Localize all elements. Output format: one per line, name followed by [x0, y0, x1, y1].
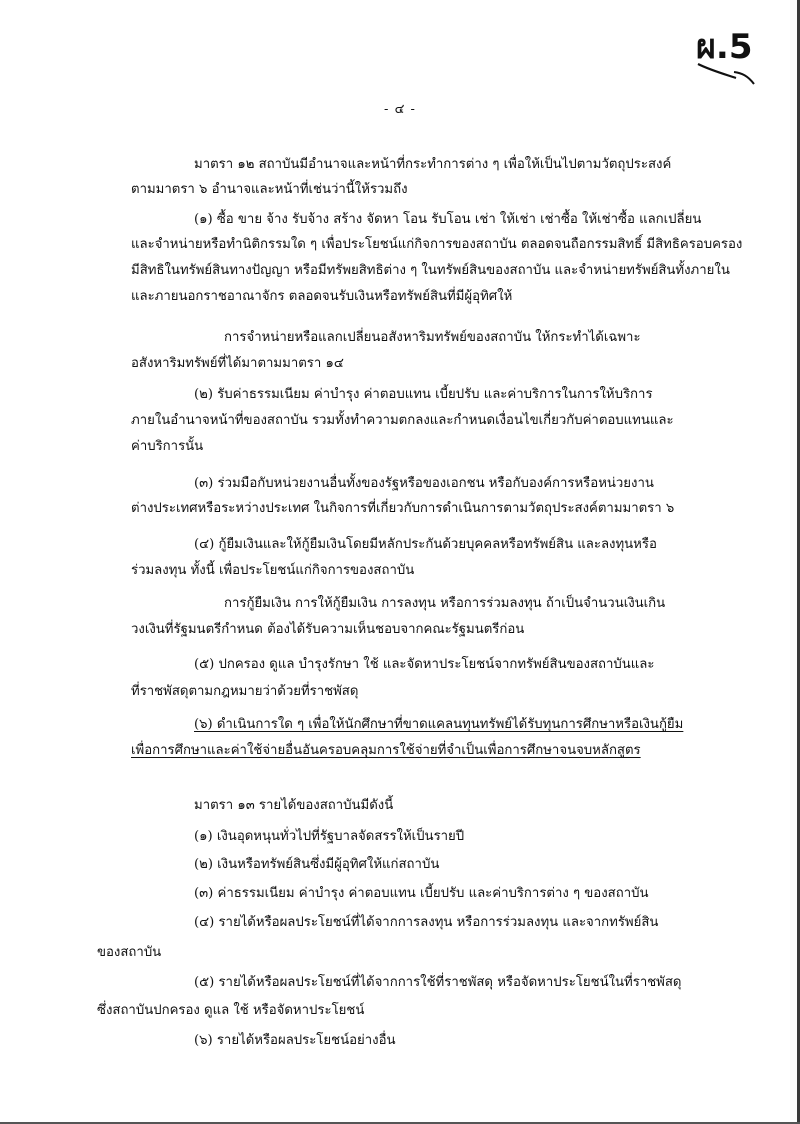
section-12-item-1: (๑) ซื้อ ขาย จ้าง รับจ้าง สร้าง จัดหา โอน รับโอน เช่า ให้เช่า เช่าซื้อ ให้เช่าซื้อ แลกเปลี่ยน [194, 212, 702, 227]
section-12-text: ตามมาตรา ๖ อำนาจและหน้าที่เช่นว่านี้ให้รวมถึง [131, 182, 408, 197]
section-12-item-3-text: ต่างประเทศหรือระหว่างประเทศ ในกิจการที่เกี่ยวกับการดำเนินการตามวัตถุประสงค์ตามมาตรา ๖ [131, 501, 675, 516]
section-12-item-2-text: ภายในอำนาจหน้าที่ของสถาบัน รวมทั้งทำความตกลงและกำหนดเงื่อนไขเกี่ยวกับค่าตอบแทนและ [131, 413, 674, 428]
section-13-item-4-text: ของสถาบัน [97, 945, 162, 960]
section-13-item-3: (๓) ค่าธรรมเนียม ค่าบำรุง ค่าตอบแทน เบี้ยปรับ และค่าบริการต่าง ๆ ของสถาบัน [194, 886, 649, 901]
section-12-item-4: (๔) กู้ยืมเงินและให้กู้ยืมเงินโดยมีหลักประกันด้วยบุคคลหรือทรัพย์สิน และลงทุนหรือ [194, 537, 657, 552]
section-12-item-1-text: มีสิทธิในทรัพย์สินทางปัญญา หรือมีทรัพยสิทธิต่าง ๆ ในทรัพย์สินของสถาบัน และจำหน่ายทรัพย์สินทั้งภายใน [131, 263, 730, 278]
section-12-item-2-text: ค่าบริการนั้น [131, 439, 204, 454]
section-12-item-4-paragraph: การกู้ยืมเงิน การให้กู้ยืมเงิน การลงทุน หรือการร่วมลงทุน ถ้าเป็นจำนวนเงินเกิน [224, 596, 666, 611]
section-13-item-5-text: ซึ่งสถาบันปกครอง ดูแล ใช้ หรือจัดหาประโยชน์ [97, 1003, 365, 1018]
svg-text:ผ.5: ผ.5 [696, 27, 753, 67]
section-13-item-1: (๑) เงินอุดหนุนทั่วไปที่รัฐบาลจัดสรรให้เป็นรายปี [194, 829, 465, 844]
section-12-item-1-paragraph: การจำหน่ายหรือแลกเปลี่ยนอสังหาริมทรัพย์ของสถาบัน ให้กระทำได้เฉพาะ [224, 330, 641, 345]
section-12-item-1-text: และจำหน่ายหรือทำนิติกรรมใด ๆ เพื่อประโยชน์แก่กิจการของสถาบัน ตลอดจนถือกรรมสิทธิ์ มีสิทธิครอบครอง [131, 237, 743, 252]
section-13-heading: มาตรา ๑๓ รายได้ของสถาบันมีดังนี้ [194, 798, 394, 813]
section-12-item-4-paragraph-text: วงเงินที่รัฐมนตรีกำหนด ต้องได้รับความเห็นชอบจากคณะรัฐมนตรีก่อน [131, 622, 525, 637]
section-12-item-2: (๒) รับค่าธรรมเนียม ค่าบำรุง ค่าตอบแทน เบี้ยปรับ และค่าบริการในการให้บริการ [194, 387, 653, 402]
section-12-item-1-text: และภายนอกราชอาณาจักร ตลอดจนรับเงินหรือทรัพย์สินที่มีผู้อุทิศให้ [131, 289, 513, 304]
section-12-item-5: (๕) ปกครอง ดูแล บำรุงรักษา ใช้ และจัดหาประโยชน์จากทรัพย์สินของสถาบันและ [194, 657, 655, 672]
section-13-item-5: (๕) รายได้หรือผลประโยชน์ที่ได้จากการใช้ที่ราชพัสดุ หรือจัดหาประโยชน์ในที่ราชพัสดุ [194, 975, 682, 990]
section-13-item-2: (๒) เงินหรือทรัพย์สินซึ่งมีผู้อุทิศให้แก่สถาบัน [194, 857, 440, 872]
section-13-item-6: (๖) รายได้หรือผลประโยชน์อย่างอื่น [194, 1033, 396, 1048]
section-13-item-4: (๔) รายได้หรือผลประโยชน์ที่ได้จากการลงทุน หรือการร่วมลงทุน และจากทรัพย์สิน [194, 915, 659, 930]
section-12-item-6-amended: (๖) ดำเนินการใด ๆ เพื่อให้นักศึกษาที่ขาดแคลนทุนทรัพย์ได้รับทุนการศึกษาหรือเงินกู้ยืม [194, 717, 684, 732]
page-number: - ๔ - [384, 102, 416, 117]
section-12-item-5-text: ที่ราชพัสดุตามกฎหมายว่าด้วยที่ราชพัสดุ [131, 684, 359, 699]
section-12-item-3: (๓) ร่วมมือกับหน่วยงานอื่นทั้งของรัฐหรือของเอกชน หรือกับองค์การหรือหน่วยงาน [194, 476, 654, 491]
handwritten-stamp [690, 18, 770, 88]
section-12-item-6-amended-text: เพื่อการศึกษาและค่าใช้จ่ายอื่นอันครอบคลุมการใช้จ่ายที่จำเป็นเพื่อการศึกษาจนจบหลักสูตร [131, 743, 641, 758]
section-12-item-1-paragraph-text: อสังหาริมทรัพย์ที่ได้มาตามมาตรา ๑๔ [131, 356, 344, 371]
section-12-item-4-text: ร่วมลงทุน ทั้งนี้ เพื่อประโยชน์แก่กิจการของสถาบัน [131, 563, 415, 578]
section-12-heading: มาตรา ๑๒ สถาบันมีอำนาจและหน้าที่กระทำการต่าง ๆ เพื่อให้เป็นไปตามวัตถุประสงค์ [194, 157, 672, 172]
